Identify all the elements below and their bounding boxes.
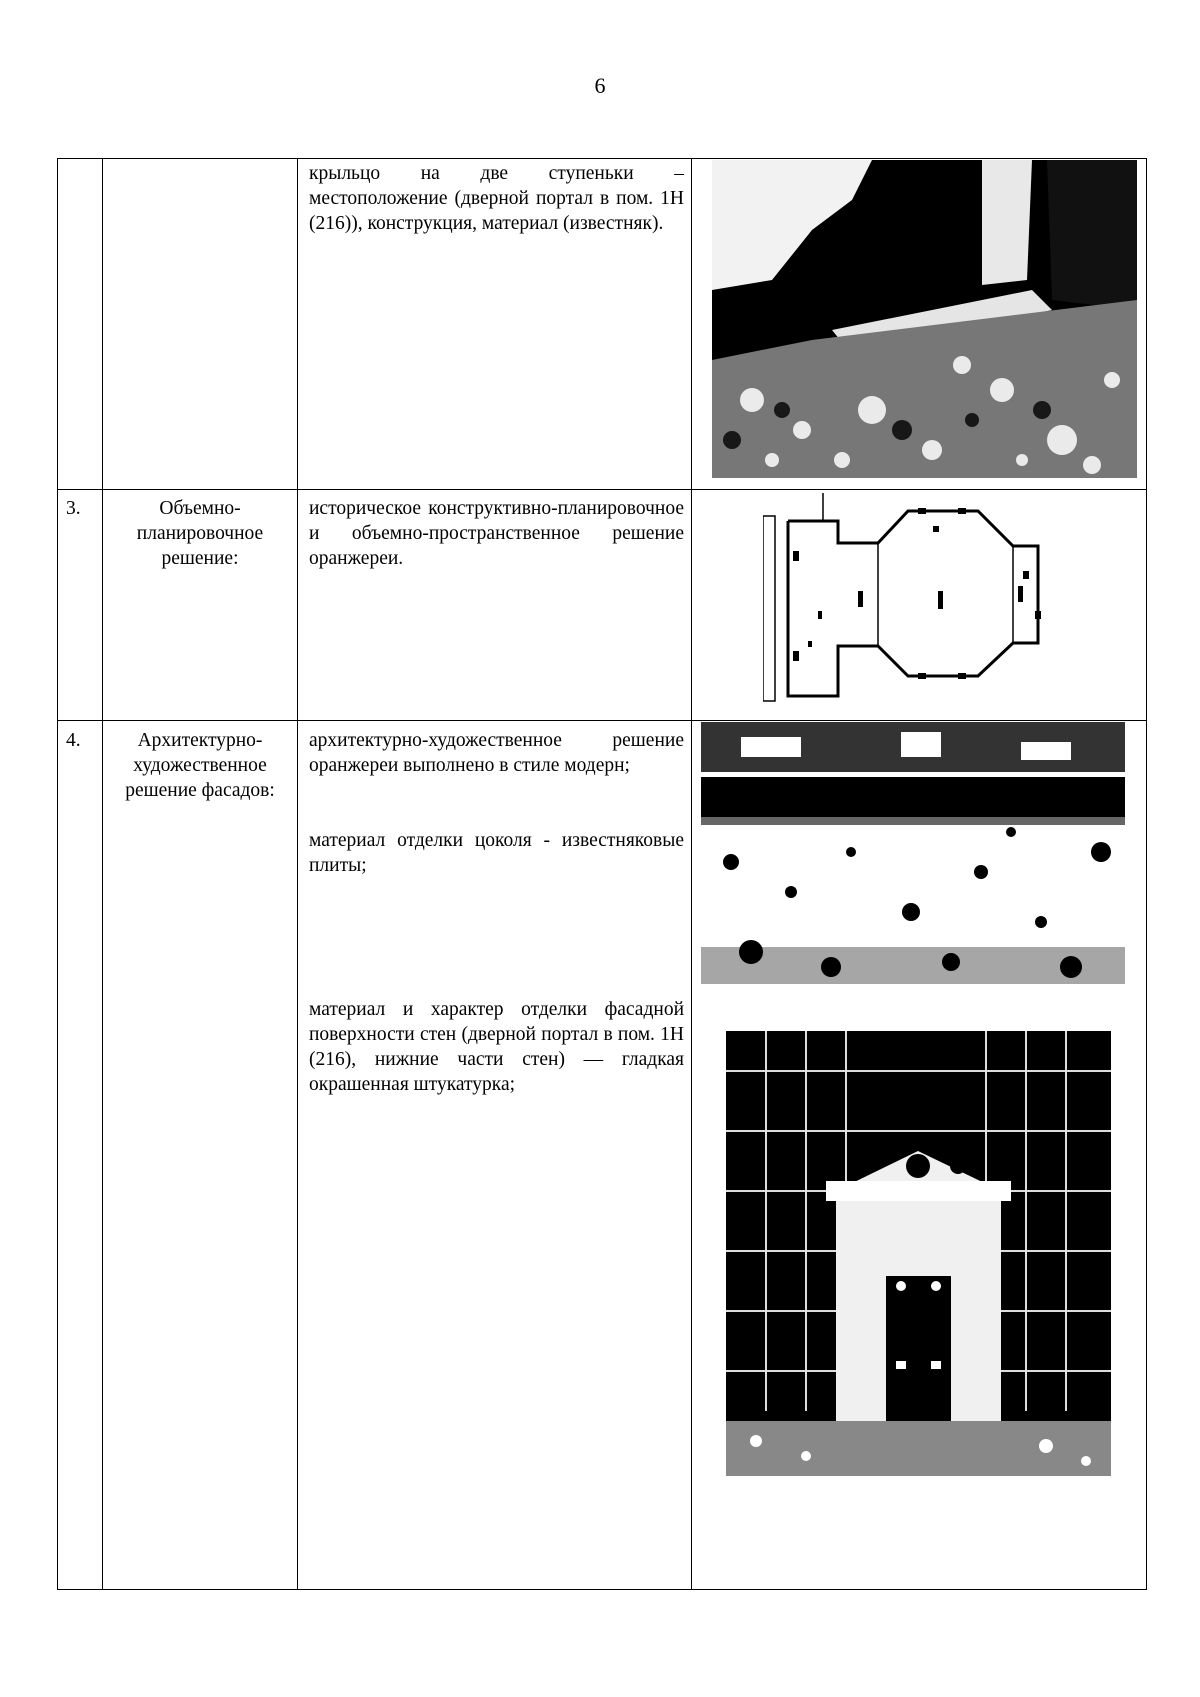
row-description <box>309 828 684 878</box>
table-row-divider <box>58 720 1146 721</box>
plinth-limestone-photo <box>701 722 1125 984</box>
floor-plan-drawing <box>763 491 1083 717</box>
row-name: Объемно-планировочное решение: <box>136 498 264 569</box>
entrance-portal-photo <box>726 991 1111 1476</box>
description-text: историческое конструктивно-планировочное и объемно-пространственное решение оранжереи. <box>309 498 684 569</box>
row-description <box>309 496 684 571</box>
row-number: 4. <box>66 730 81 751</box>
row-description <box>309 728 684 778</box>
description-text: архитектурно-художественное решение оранжереи выполнено в стиле модерн; <box>309 730 684 776</box>
porch-steps-photo <box>712 160 1137 478</box>
table-column-divider <box>102 159 103 1589</box>
row-number: 3. <box>66 498 81 519</box>
table-row-divider <box>58 489 1146 490</box>
row-description <box>309 161 684 236</box>
description-text: материал отделки цоколя - известняковые плиты; <box>309 830 684 876</box>
objects-table <box>57 158 1147 1590</box>
row-description <box>309 997 684 1097</box>
description-text: материал и характер отделки фасадной поверхности стен (дверной портал в пом. 1Н (216), нижние части стен) — гладкая окрашенная штукатурка; <box>309 999 684 1095</box>
description-text: крыльцо на две ступеньки – местоположение (дверной портал в пом. 1Н (216)), конструкция, материал (известняк). <box>309 163 684 234</box>
page-number: 6 <box>594 73 606 98</box>
table-column-divider <box>691 159 692 1589</box>
table-column-divider <box>297 159 298 1589</box>
row-name: Архитектурно-художественное решение фасадов: <box>125 730 275 801</box>
